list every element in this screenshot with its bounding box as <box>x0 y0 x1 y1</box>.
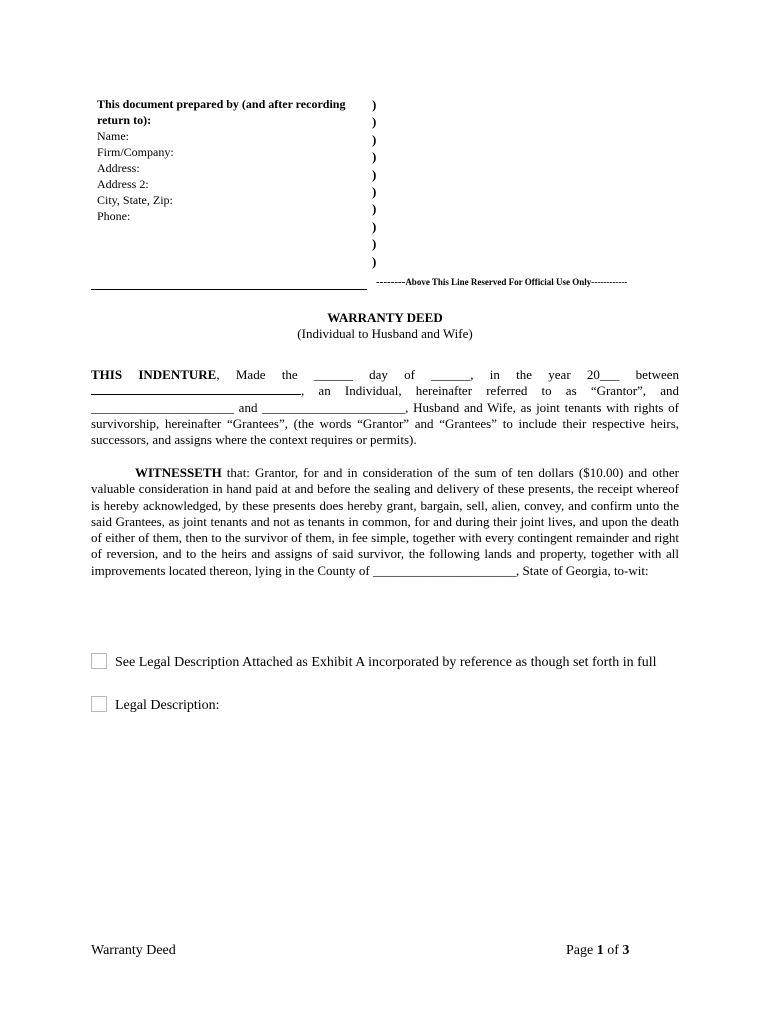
paren: ) <box>372 236 377 252</box>
indenture-text-2: , an Individual, hereinafter referred to as “Grantor”, and <box>301 383 679 399</box>
indenture-text-1: , Made the ______ day of ______, in the year 20___ between <box>216 367 679 382</box>
paren: ) <box>372 97 377 112</box>
document-subtitle: (Individual to Husband and Wife) <box>297 326 473 341</box>
legal-description-checkbox[interactable] <box>91 696 107 712</box>
footer-title: Warranty Deed <box>91 943 176 958</box>
firm-field-label: Firm/Company: <box>97 145 174 159</box>
preparer-divider-line <box>91 289 367 290</box>
name-field-label: Name: <box>97 129 129 143</box>
preparer-block <box>97 96 367 224</box>
of-word: of <box>603 943 623 958</box>
paren: ) <box>372 201 377 217</box>
phone-field-label: Phone: <box>97 209 131 223</box>
exhibit-option <box>91 653 691 671</box>
paren: ) <box>372 131 377 147</box>
legal-description-option <box>91 696 691 714</box>
paren: ) <box>372 114 377 130</box>
indenture-text-3: and <box>234 399 263 415</box>
exhibit-option-label: See Legal Description Attached as Exhibit A incorporated by reference as though set forth in full <box>115 655 657 670</box>
current-page: 1 <box>596 943 604 958</box>
witnesseth-tail: , State of Georgia, to-wit: <box>515 562 649 578</box>
official-dashes-right: ------------ <box>591 277 628 287</box>
grantee2-blank[interactable]: ______________________ <box>262 399 406 415</box>
indenture-text-4: , Husband and Wife, as joint tenants with rights of survivorship, hereinafter “Grantees”, (the words “Grantor” and “Grantees” to include their respective heirs, successors, and assigns where the context requires or permits). <box>91 399 679 448</box>
paren: ) <box>372 253 377 269</box>
paren: ) <box>372 149 377 165</box>
witnesseth-lead: WITNESSETH <box>135 465 222 480</box>
address-field-label: Address: <box>97 161 140 175</box>
grantor-blank[interactable] <box>91 394 301 395</box>
preparer-heading: This document prepared by (and after recording return to): <box>97 97 346 127</box>
official-use-line <box>376 276 627 288</box>
paren: ) <box>372 166 377 182</box>
exhibit-checkbox[interactable] <box>91 653 107 669</box>
paren: ) <box>372 218 377 234</box>
official-dashes-left: -------- <box>376 276 406 288</box>
footer-page-number <box>566 943 629 959</box>
witnesseth-paragraph <box>91 465 679 579</box>
official-use-text: Above This Line Reserved For Official Use Only <box>405 277 592 287</box>
county-blank[interactable]: ______________________ <box>372 562 516 578</box>
address2-field-label: Address 2: <box>97 177 149 191</box>
document-title: WARRANTY DEED <box>327 310 443 325</box>
legal-description-label: Legal Description: <box>115 698 220 713</box>
paren: ) <box>372 184 377 200</box>
total-pages: 3 <box>622 943 630 958</box>
paren-column <box>372 96 376 270</box>
indenture-lead: THIS INDENTURE <box>91 367 217 382</box>
city-state-zip-field-label: City, State, Zip: <box>97 193 173 207</box>
grantee1-blank[interactable]: ______________________ <box>91 399 234 415</box>
witnesseth-body: that: Grantor, for and in consideration of the sum of ten dollars ($10.00) and other valuable consideration in hand paid at and before the sealing and delivery of these presents, the receipt whereof is hereby acknowledged, by these presents does hereby grant, bargain, sell, alien, convey, and confirm unto the said Grantees, as joint tenants and not as tenants in common, for and during their joint lives, and upon the death of either of them, then to the survivor of them, in fee simple, together with every contingent remainder and right of reversion, and to the heirs and assigns of said survivor, the following lands and property, together with all improvements located thereon, lying in the County of <box>91 465 679 578</box>
indenture-paragraph <box>91 367 679 448</box>
page-word: Page <box>566 943 597 958</box>
